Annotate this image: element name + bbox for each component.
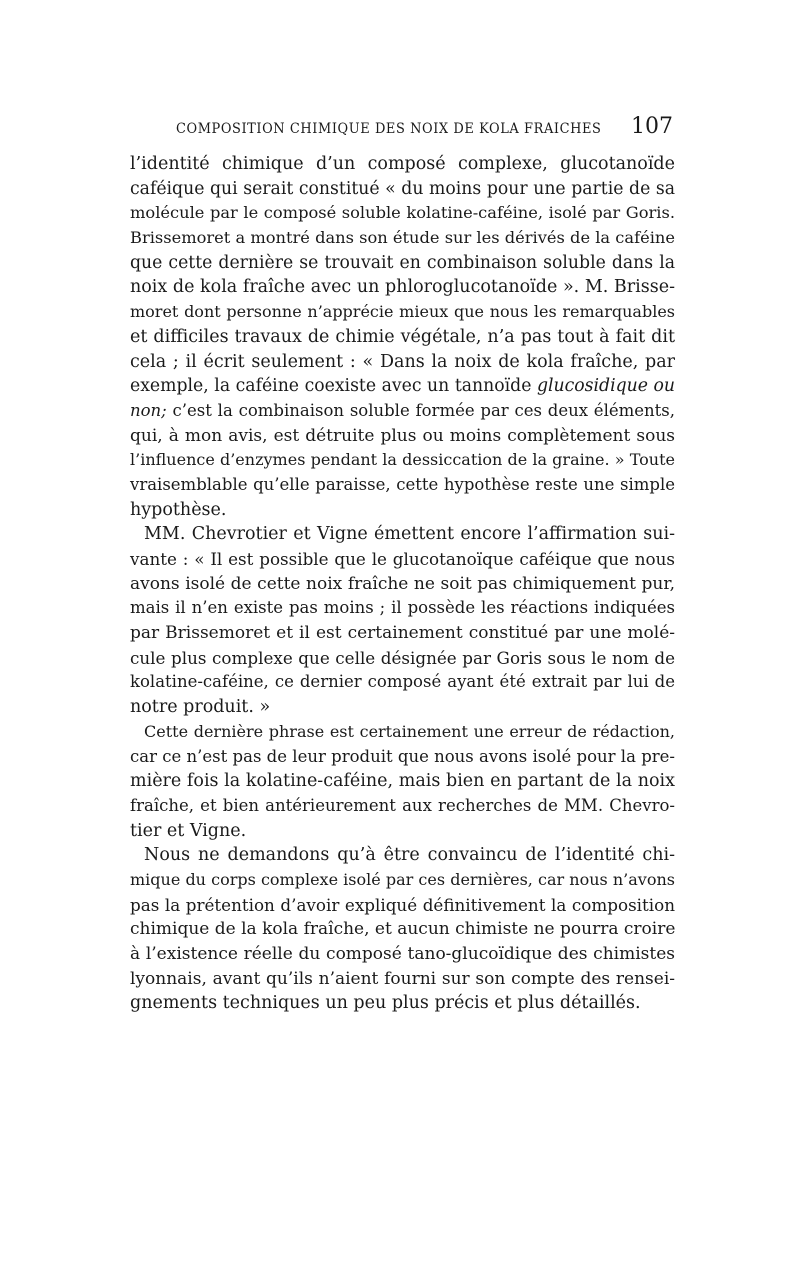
text-line: que cette dernière se trouvait en combinaison soluble dans la bbox=[130, 252, 675, 273]
text-line: moret dont personne n’apprécie mieux que nous les remarquables bbox=[130, 302, 675, 322]
page-header bbox=[176, 114, 673, 144]
text-line: notre produit. » bbox=[130, 697, 271, 718]
text-line: fraîche, et bien antérieurement aux recherches de MM. Chevro- bbox=[130, 795, 675, 815]
italic-segment: non; bbox=[130, 400, 167, 420]
text-line: vante : « Il est possible que le glucotanoïque caféique que nous bbox=[130, 549, 675, 569]
text-line: mière fois la kolatine-caféine, mais bien en partant de la noix bbox=[130, 771, 675, 792]
italic-segment: glucosidique ou bbox=[536, 376, 675, 397]
text-line: vraisemblable qu’elle paraisse, cette hypothèse reste une simple bbox=[130, 474, 675, 494]
text-line: molécule par le composé soluble kolatine-caféine, isolé par Goris. bbox=[130, 203, 675, 223]
text-line: mais il n’en existe pas moins ; il possède les réactions indiquées bbox=[130, 598, 675, 618]
text-line: gnements techniques un peu plus précis et plus détaillés. bbox=[130, 993, 641, 1014]
text-line: et difficiles travaux de chimie végétale, n’a pas tout à fait dit bbox=[130, 326, 675, 347]
text-line: kolatine-caféine, ce dernier composé ayant été extrait par lui de bbox=[130, 672, 675, 692]
text-line: MM. Chevrotier et Vigne émettent encore l’affirmation sui- bbox=[144, 524, 675, 545]
text-line-mixed bbox=[130, 399, 675, 424]
text-line: chimique de la kola fraîche, et aucun chimiste ne pourra croire bbox=[130, 919, 676, 940]
text-segment: exemple, la caféine coexiste avec un tannoïde bbox=[130, 376, 532, 397]
text-line: hypothèse. bbox=[130, 499, 227, 520]
text-line: l’influence d’enzymes pendant la dessiccation de la graine. » Toute bbox=[130, 450, 675, 470]
text-line: car ce n’est pas de leur produit que nous avons isolé pour la pre- bbox=[130, 746, 675, 766]
text-line: l’identité chimique d’un composé complexe, glucotanoïde bbox=[130, 154, 675, 174]
text-line: mique du corps complexe isolé par ces dernières, car nous n’avons bbox=[130, 869, 675, 889]
text-line: par Brissemoret et il est certainement constitué par une molé- bbox=[130, 623, 675, 644]
running-title: COMPOSITION CHIMIQUE DES NOIX DE KOLA FRAICHES bbox=[176, 121, 602, 137]
text-line: cule plus complexe que celle désignée par Goris sous le nom de bbox=[130, 647, 675, 668]
text-line: Nous ne demandons qu’à être convaincu de l’identité chi- bbox=[144, 845, 675, 866]
text-line: à l’existence réelle du composé tano-glucoïdique des chimistes bbox=[130, 944, 675, 964]
text-line-mixed bbox=[130, 374, 675, 399]
text-line: Brissemoret a montré dans son étude sur les dérivés de la caféine bbox=[130, 228, 675, 248]
page-number: 107 bbox=[631, 114, 673, 139]
text-line: Cette dernière phrase est certainement une erreur de rédaction, bbox=[144, 721, 675, 741]
text-line: lyonnais, avant qu’ils n’aient fourni sur son compte des rensei- bbox=[130, 968, 675, 989]
text-line: cela ; il écrit seulement : « Dans la noix de kola fraîche, par bbox=[130, 351, 675, 372]
text-line: qui, à mon avis, est détruite plus ou moins complètement sous bbox=[130, 425, 675, 446]
text-segment: c’est la combinaison soluble formée par ces deux éléments, bbox=[172, 400, 675, 420]
body-text bbox=[130, 152, 675, 1016]
text-line: caféique qui serait constitué « du moins pour une partie de sa bbox=[130, 178, 675, 199]
text-line: noix de kola fraîche avec un phloroglucotanoïde ». M. Brisse- bbox=[130, 277, 675, 298]
text-line: pas la prétention d’avoir expliqué définitivement la composition bbox=[130, 894, 675, 915]
text-line: tier et Vigne. bbox=[130, 820, 247, 841]
text-line: avons isolé de cette noix fraîche ne soit pas chimiquement pur, bbox=[130, 573, 675, 594]
